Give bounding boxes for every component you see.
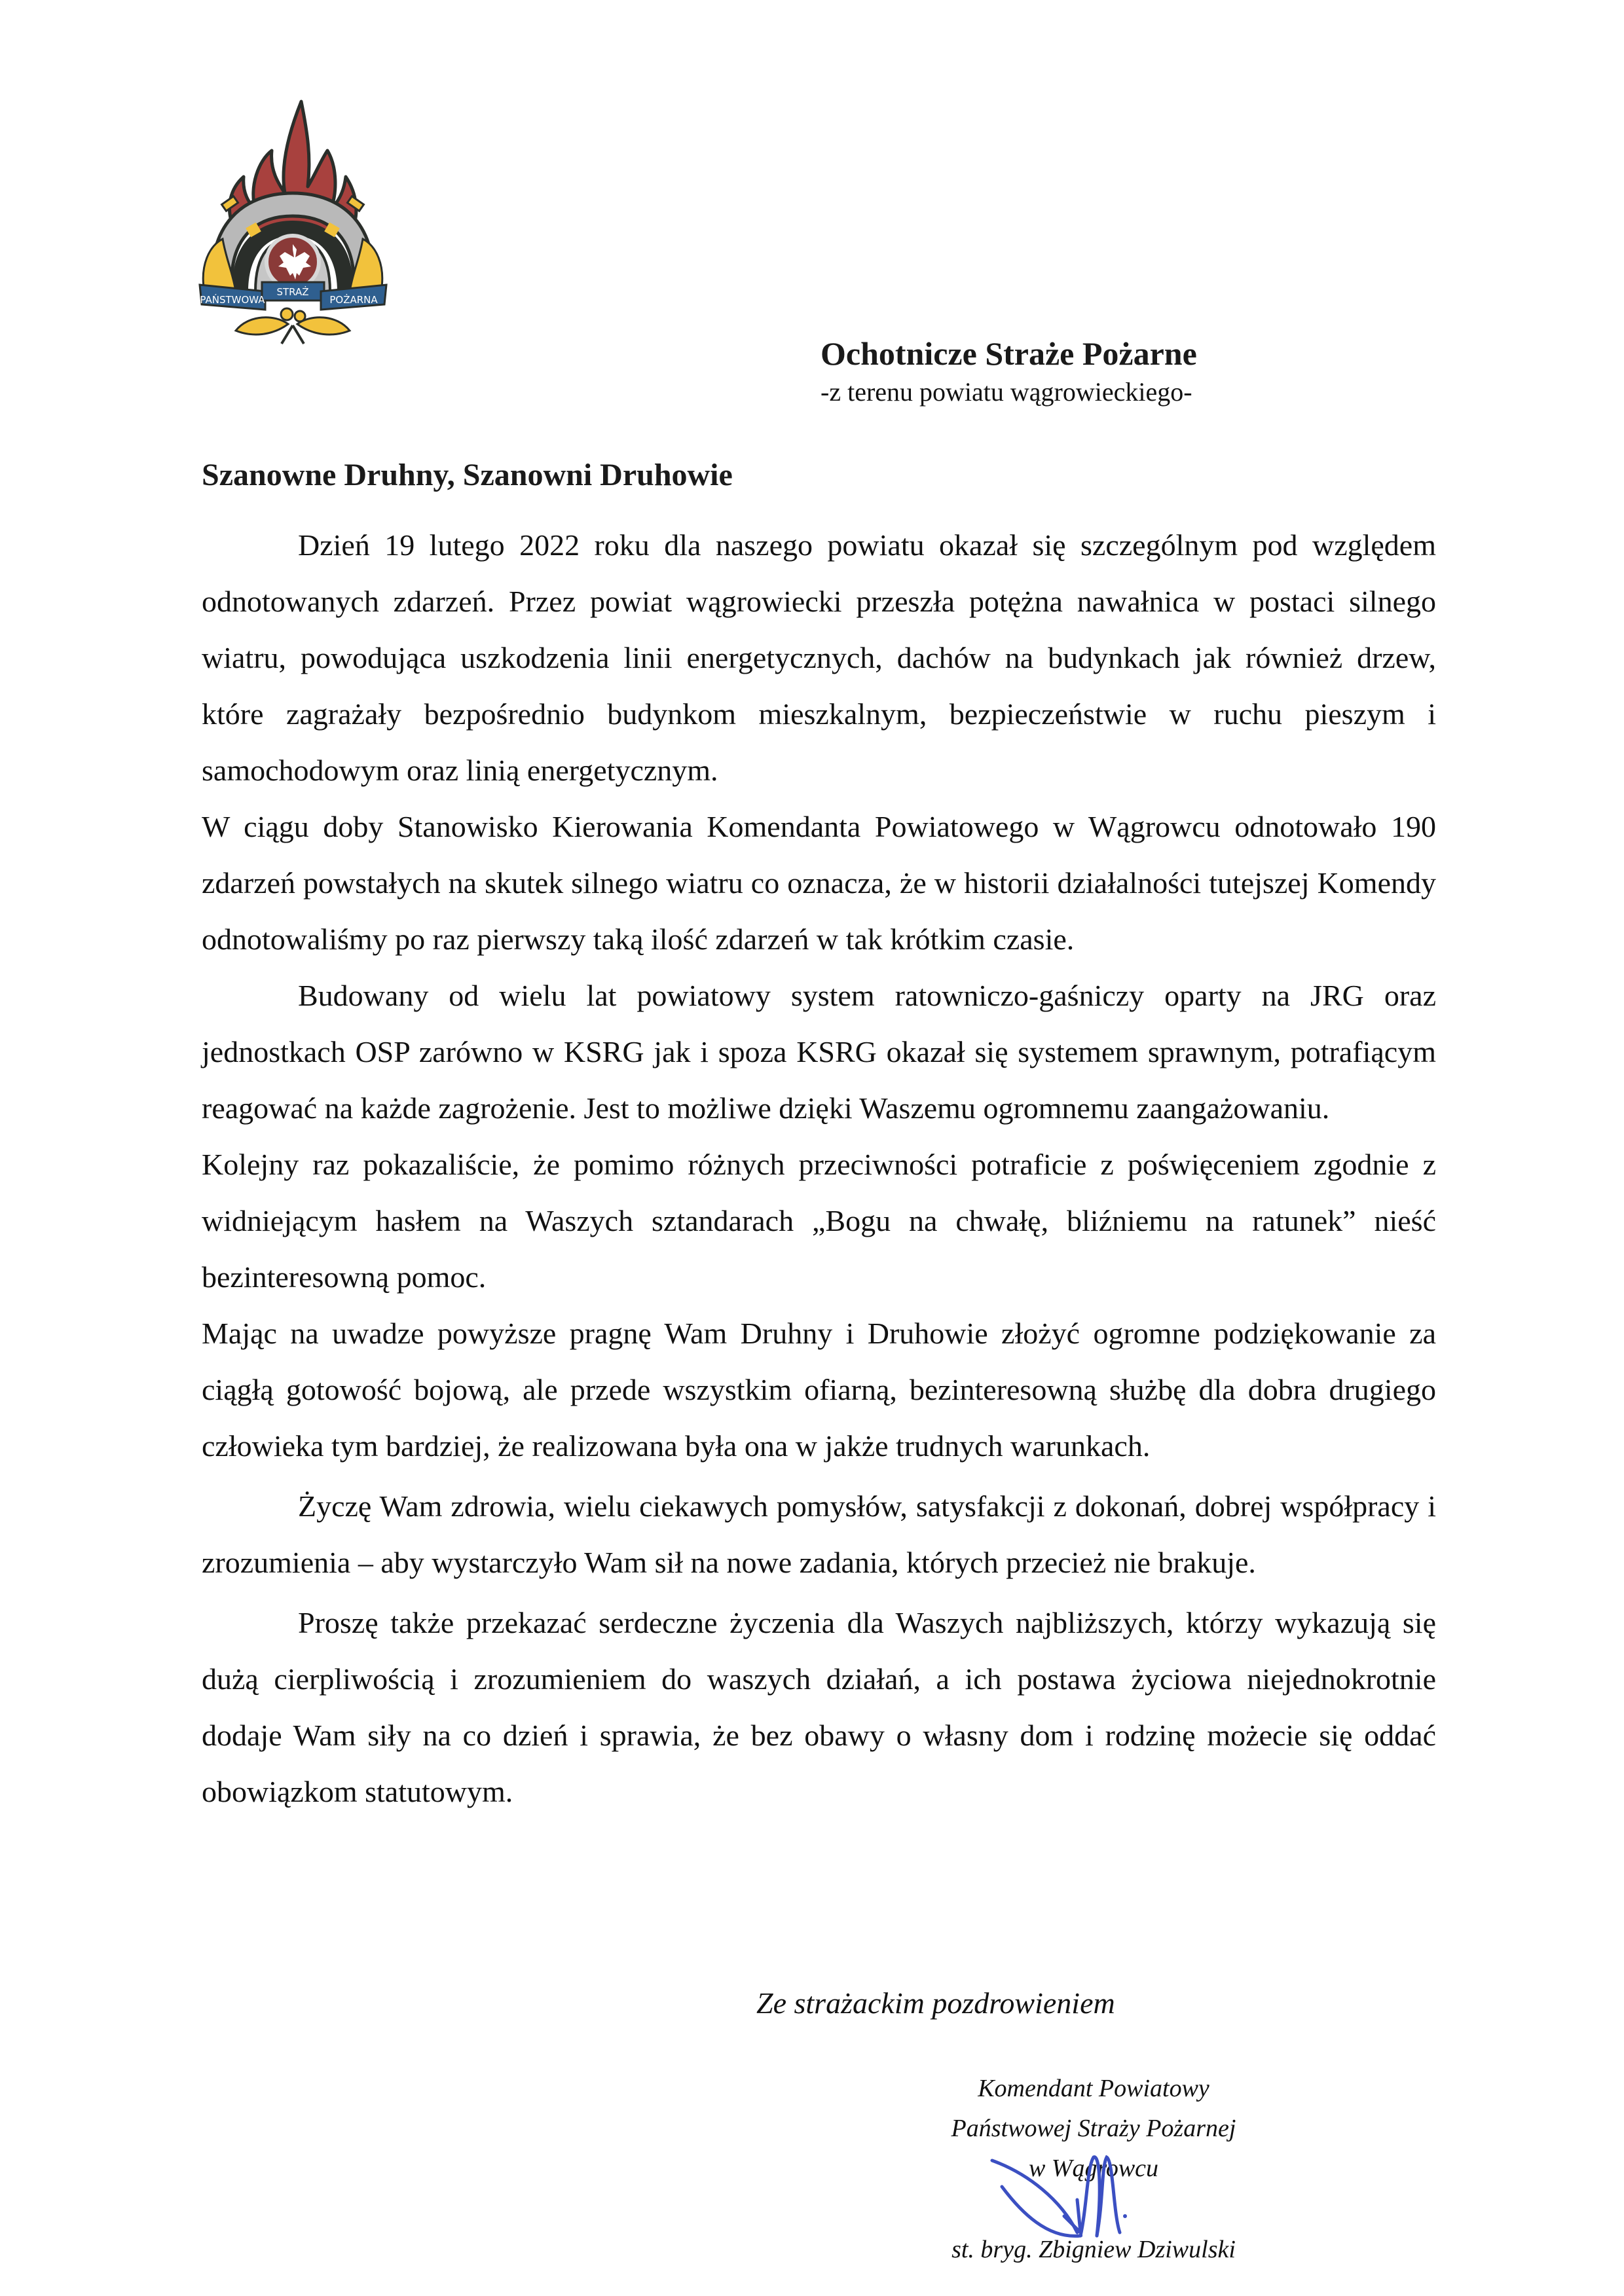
signatory-name: st. bryg. Zbigniew Dziwulski [951, 2236, 1236, 2263]
paragraph: Kolejny raz pokazaliście, że pomimo różnych przeciwności potraficie z poświęceniem zgodnie z widniejącym hasłem na Waszych sztandarach „Bogu na chwałę, bliźniemu na ratunek” nieść bezinteresowną pomoc. [202, 1148, 1436, 1294]
signatory-location: w Wągrowcu [1028, 2155, 1159, 2182]
addressee-title: Ochotnicze Straże Pożarne [821, 335, 1197, 372]
svg-text:PAŃSTWOWA: PAŃSTWOWA [200, 294, 265, 306]
svg-text:POŻARNA: POŻARNA [329, 294, 378, 306]
closing-phrase: Ze strażackim pozdrowieniem [756, 1986, 1115, 2020]
paragraph: Proszę także przekazać serdeczne życzenia dla Waszych najbliższych, którzy wykazują się dużą cierpliwością i zrozumieniem do waszych działań, a ich postawa życiowa niejednokrotnie dodaje Wam siły na co dzień i sprawia, że bez obawy o własny dom i rodzinę możecie się oddać obowiązkom statutowym. [202, 1606, 1436, 1808]
psp-emblem-logo [196, 95, 390, 347]
paragraph: W ciągu doby Stanowisko Kierowania Komendanta Powiatowego w Wągrowcu odnotowało 190 zdarzeń powstałych na skutek silnego wiatru co oznacza, że w historii działalności tutejszej Komendy odnotowaliśmy po raz pierwszy taką ilość zdarzeń w tak krótkim czasie. [202, 810, 1436, 956]
signatory-title: Komendant Powiatowy [978, 2075, 1209, 2102]
addressee-block [821, 334, 1197, 411]
signatory-block [930, 2069, 1257, 2270]
paragraph: Życzę Wam zdrowia, wielu ciekawych pomysłów, satysfakcji z dokonań, dobrej współpracy i zrozumienia – aby wystarczyło Wam sił na nowe zadania, których przecież nie brakuje. [202, 1489, 1436, 1579]
paragraph: Dzień 19 lutego 2022 roku dla naszego powiatu okazał się szczególnym pod względem odnotowanych zdarzeń. Przez powiat wągrowiecki przeszła potężna nawałnica w postaci silnego wiatru, powodująca uszkodzenia linii energetycznych, dachów na budynkach jak również drzew, które zagrażały bezpośrednio budynkom mieszkalnym, bezpieczeństwie w ruchu pieszym i samochodowym oraz linią energetycznym. [202, 528, 1436, 787]
paragraph: Mając na uwadze powyższe pragnę Wam Druhny i Druhowie złożyć ogromne podziękowanie za ciągłą gotowość bojową, ale przede wszystkim ofiarną, bezinteresowną służbę dla dobra drugiego człowieka tym bardziej, że realizowana była ona w jakże trudnych warunkach. [202, 1317, 1436, 1463]
paragraph: Budowany od wielu lat powiatowy system ratowniczo-gaśniczy oparty na JRG oraz jednostkach OSP zarówno w KSRG jak i spoza KSRG okazał się systemem sprawnym, potrafiącym reagować na każde zagrożenie. Jest to możliwe dzięki Waszemu ogromnemu zaangażowaniu. [202, 979, 1436, 1125]
signatory-organization: Państwowej Straży Pożarnej [951, 2115, 1236, 2142]
svg-text:STRAŻ: STRAŻ [276, 286, 309, 298]
letter-body [202, 517, 1436, 1820]
salutation: Szanowne Druhny, Szanowni Druhowie [202, 458, 733, 492]
addressee-subtitle: -z terenu powiatu wągrowieckiego- [821, 377, 1192, 407]
